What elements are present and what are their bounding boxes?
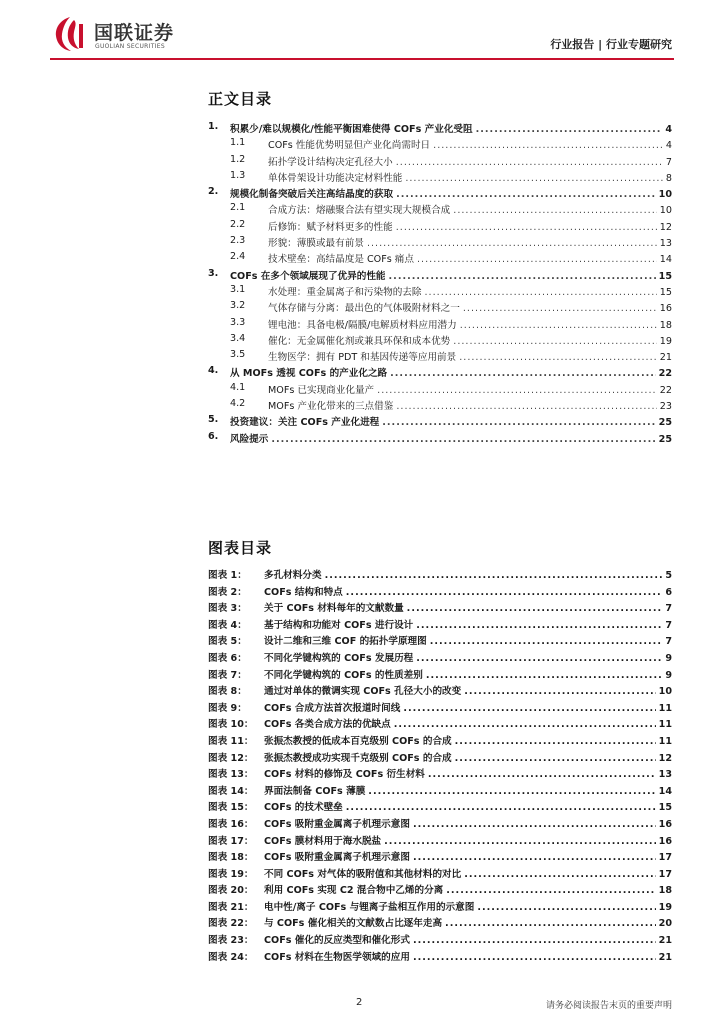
- entry-page-number[interactable]: 14: [658, 785, 672, 797]
- entry-number: 图表 5：: [208, 636, 247, 648]
- entry-number: 图表 18：: [208, 852, 254, 864]
- entry-page-number[interactable]: 12: [658, 752, 672, 764]
- dot-leader: [413, 852, 656, 863]
- dot-leader: [405, 173, 663, 184]
- dot-leader: [346, 587, 663, 598]
- dot-leader: [416, 620, 662, 631]
- dot-leader: [453, 205, 657, 216]
- entry-page-number[interactable]: 11: [658, 719, 672, 731]
- entry-title[interactable]: 不同化学键构筑的 COFs 的性质差别: [264, 669, 423, 681]
- entry-page-number[interactable]: 4: [665, 124, 672, 135]
- entry-page-number[interactable]: 18: [659, 319, 672, 331]
- page-header: [0, 0, 724, 64]
- entry-number: 1.: [208, 121, 219, 132]
- dot-leader: [403, 703, 655, 714]
- entry-title[interactable]: 后修饰：赋予材料更多的性能: [268, 221, 393, 233]
- entry-page-number[interactable]: 19: [658, 901, 672, 913]
- entry-title[interactable]: COFs 材料的修饰及 COFs 衍生材料: [264, 769, 425, 781]
- dot-leader: [382, 417, 655, 428]
- dot-leader: [417, 254, 657, 265]
- entry-title[interactable]: 技术壁垒：高结晶度是 COFs 痛点: [268, 254, 414, 266]
- company-logo: [50, 14, 190, 56]
- figure-toc-entry[interactable]: [208, 882, 672, 899]
- entry-page-number[interactable]: 9: [665, 652, 672, 664]
- entry-page-number[interactable]: 21: [659, 352, 672, 364]
- entry-number: 图表 11：: [208, 735, 254, 747]
- dot-leader: [396, 157, 663, 168]
- entry-number: 3.5: [230, 349, 246, 361]
- entry-page-number[interactable]: 7: [665, 603, 672, 615]
- dot-leader: [271, 434, 655, 445]
- entry-title[interactable]: 不同 COFs 对气体的吸附值和其他材料的对比: [264, 868, 462, 880]
- figure-toc-entry[interactable]: [208, 700, 672, 717]
- entry-page-number[interactable]: 15: [659, 286, 672, 298]
- entry-number: 5.: [208, 414, 219, 426]
- figure-toc-entry[interactable]: [208, 600, 672, 617]
- entry-number: 1.2: [230, 153, 246, 165]
- entry-page-number[interactable]: 16: [658, 818, 672, 830]
- dot-leader: [455, 736, 656, 747]
- toc-section-entry[interactable]: [208, 235, 672, 251]
- entry-page-number[interactable]: 19: [659, 335, 672, 347]
- figures-toc-title: 图表目录: [208, 539, 273, 557]
- dot-leader: [426, 670, 662, 681]
- entry-title[interactable]: COFs 的技术壁垒: [264, 802, 343, 814]
- entry-title[interactable]: MOFs 产业化带来的三点借鉴: [268, 401, 394, 413]
- entry-number: 图表 10：: [208, 719, 254, 731]
- figure-toc-entry[interactable]: [208, 766, 672, 783]
- dot-leader: [430, 636, 663, 647]
- entry-page-number[interactable]: 11: [658, 702, 672, 714]
- entry-number: 3.4: [230, 332, 246, 344]
- figure-toc-entry[interactable]: [208, 915, 672, 932]
- figure-toc-entry[interactable]: [208, 617, 672, 634]
- dot-leader: [433, 140, 663, 151]
- entry-number: 图表 12：: [208, 752, 254, 764]
- figure-toc-entry[interactable]: [208, 783, 672, 800]
- entry-number: 图表 7：: [208, 669, 247, 681]
- dot-leader: [455, 753, 656, 764]
- entry-number: 3.1: [230, 283, 246, 295]
- entry-number: 6.: [208, 430, 219, 442]
- toc-section-entry[interactable]: [208, 154, 672, 170]
- dot-leader: [463, 303, 657, 314]
- entry-number: 图表 1：: [208, 570, 247, 581]
- entry-number: 2.2: [230, 218, 246, 230]
- dot-leader: [394, 719, 656, 730]
- figure-toc-entry[interactable]: [208, 833, 672, 850]
- entry-title[interactable]: 积累少/难以规模化/性能平衡困难使得 COFs 产业化受阻: [230, 124, 473, 135]
- entry-number: 1.1: [230, 137, 246, 149]
- entry-title[interactable]: 生物医学：拥有 PDT 和基因传递等应用前景: [268, 352, 457, 364]
- logo-mark-icon: [50, 14, 90, 54]
- entry-title[interactable]: 投资建议：关注 COFs 产业化进程: [230, 417, 380, 429]
- toc-section-entry[interactable]: [208, 300, 672, 316]
- entry-number: 2.1: [230, 202, 246, 214]
- entry-page-number[interactable]: 8: [665, 172, 672, 184]
- entry-page-number[interactable]: 13: [659, 238, 672, 250]
- logo-chinese-name: 国联证券: [94, 22, 175, 44]
- figure-toc-entry[interactable]: [208, 750, 672, 767]
- toc-section-entry[interactable]: [208, 333, 672, 349]
- entry-page-number[interactable]: 5: [665, 570, 672, 581]
- entry-number: 图表 13：: [208, 769, 254, 781]
- dot-leader: [464, 869, 655, 880]
- entry-page-number[interactable]: 10: [659, 205, 672, 217]
- entry-page-number[interactable]: 17: [658, 868, 672, 880]
- entry-number: 3.3: [230, 316, 246, 328]
- entry-page-number[interactable]: 11: [658, 735, 672, 747]
- entry-page-number[interactable]: 21: [658, 951, 672, 963]
- toc-chapter-entry[interactable]: [208, 431, 672, 447]
- dot-leader: [446, 885, 655, 896]
- entry-number: 图表 23：: [208, 935, 254, 947]
- entry-number: 图表 14：: [208, 785, 254, 797]
- entry-page-number[interactable]: 16: [658, 835, 672, 847]
- entry-number: 2.: [208, 186, 219, 198]
- entry-title[interactable]: 基于结构和功能对 COFs 进行设计: [264, 619, 414, 631]
- entry-title[interactable]: COFs 各类合成方法的优缺点: [264, 719, 391, 731]
- entry-page-number[interactable]: 7: [665, 636, 672, 648]
- footer-disclaimer: 请务必阅读报告末页的重要声明: [545, 1001, 672, 1011]
- figure-toc-entry[interactable]: [208, 733, 672, 750]
- entry-title[interactable]: 水处理：重金属离子和污染物的去除: [268, 286, 422, 298]
- figure-toc-entry[interactable]: [208, 899, 672, 916]
- figure-toc-entry[interactable]: [208, 584, 672, 601]
- entry-page-number[interactable]: 10: [658, 686, 672, 698]
- entry-number: 图表 9：: [208, 702, 247, 714]
- entry-page-number[interactable]: 25: [658, 433, 672, 445]
- dot-leader: [368, 786, 655, 797]
- figure-toc-entry[interactable]: [208, 849, 672, 866]
- dot-leader: [453, 336, 657, 347]
- entry-number: 图表 15：: [208, 802, 254, 814]
- entry-title[interactable]: COFs 膜材料用于海水脱盐: [264, 835, 382, 847]
- dot-leader: [413, 952, 656, 963]
- dot-leader: [476, 124, 663, 135]
- dot-leader: [445, 918, 656, 929]
- entry-number: 图表 16：: [208, 818, 254, 830]
- toc-chapter-entry[interactable]: [208, 365, 672, 381]
- toc-chapter-entry[interactable]: [208, 186, 672, 202]
- entry-page-number[interactable]: 23: [659, 401, 672, 413]
- entry-title[interactable]: 关于 COFs 材料每年的文献数量: [264, 603, 404, 615]
- entry-title[interactable]: 锂电池：具备电极/隔膜/电解质材料应用潜力: [268, 319, 457, 331]
- dot-leader: [413, 819, 656, 830]
- dot-leader: [390, 368, 656, 379]
- figure-toc-entry[interactable]: [208, 667, 672, 684]
- entry-title[interactable]: 合成方法：熔融聚合法有望实现大规模合成: [268, 205, 451, 217]
- toc-section-entry[interactable]: [208, 170, 672, 186]
- toc-section-entry[interactable]: [208, 284, 672, 300]
- entry-number: 图表 3：: [208, 603, 247, 615]
- entry-number: 2.4: [230, 251, 246, 263]
- toc-section-entry[interactable]: [208, 202, 672, 218]
- logo-english-name: GUOLIAN SECURITIES: [95, 43, 165, 50]
- toc-section-entry[interactable]: [208, 349, 672, 365]
- entry-title[interactable]: COFs 合成方法首次报道时间线: [264, 702, 401, 714]
- entry-title[interactable]: COFs 材料在生物医学领域的应用: [264, 951, 410, 963]
- entry-number: 1.3: [230, 169, 246, 181]
- entry-number: 图表 22：: [208, 918, 254, 930]
- toc-chapter-entry[interactable]: [208, 414, 672, 430]
- entry-title[interactable]: 催化：无金属催化剂或兼具环保和成本优势: [268, 335, 451, 347]
- toc-section-entry[interactable]: [208, 398, 672, 414]
- entry-number: 图表 6：: [208, 652, 247, 664]
- toc-section-entry[interactable]: [208, 317, 672, 333]
- entry-page-number[interactable]: 14: [659, 254, 672, 266]
- entry-page-number[interactable]: 20: [658, 918, 672, 930]
- dot-leader: [464, 686, 655, 697]
- entry-page-number[interactable]: 15: [658, 802, 672, 814]
- entry-title[interactable]: 从 MOFs 透视 COFs 的产业化之路: [230, 368, 388, 380]
- entry-title[interactable]: 与 COFs 催化相关的文献数占比逐年走高: [264, 918, 443, 930]
- figure-toc-entry[interactable]: [208, 567, 672, 584]
- figure-toc-entry[interactable]: [208, 683, 672, 700]
- entry-number: 2.3: [230, 235, 246, 247]
- entry-number: 4.: [208, 365, 219, 377]
- entry-title[interactable]: COFs 吸附重金属离子机理示意图: [264, 852, 410, 864]
- dot-leader: [325, 570, 663, 581]
- figure-toc-entry[interactable]: [208, 650, 672, 667]
- dot-leader: [377, 385, 657, 396]
- toc-chapter-entry[interactable]: [208, 268, 672, 284]
- entry-page-number[interactable]: 6: [665, 586, 672, 598]
- entry-title[interactable]: 多孔材料分类: [264, 570, 322, 581]
- dot-leader: [459, 352, 657, 363]
- entry-title[interactable]: COFs 性能优势明显但产业化尚需时日: [268, 140, 431, 152]
- dot-leader: [413, 935, 656, 946]
- figure-toc-entry[interactable]: [208, 932, 672, 949]
- dot-leader: [416, 653, 662, 664]
- entry-number: 图表 19：: [208, 868, 254, 880]
- dot-leader: [428, 769, 656, 780]
- entry-number: 图表 4：: [208, 619, 247, 631]
- toc-title: 正文目录: [208, 90, 273, 108]
- entry-number: 4.1: [230, 381, 246, 393]
- entry-page-number[interactable]: 18: [658, 885, 672, 897]
- entry-title[interactable]: COFs 结构和特点: [264, 586, 343, 598]
- entry-title[interactable]: 形貌：薄膜或最有前景: [268, 238, 364, 250]
- entry-title[interactable]: 界面法制备 COFs 薄膜: [264, 785, 366, 797]
- entry-page-number[interactable]: 22: [659, 384, 672, 396]
- entry-title[interactable]: 不同化学键构筑的 COFs 发展历程: [264, 652, 414, 664]
- entry-number: 图表 20：: [208, 885, 254, 897]
- entry-page-number[interactable]: 9: [665, 669, 672, 681]
- dot-leader: [389, 271, 656, 282]
- figure-toc-entry[interactable]: [208, 816, 672, 833]
- toc-list: [208, 121, 672, 447]
- entry-page-number[interactable]: 22: [658, 368, 672, 380]
- figure-toc-entry[interactable]: [208, 799, 672, 816]
- entry-page-number[interactable]: 4: [665, 140, 672, 152]
- entry-title[interactable]: 拓扑学设计结构决定孔径大小: [268, 156, 393, 168]
- dot-leader: [460, 320, 657, 331]
- toc-section-entry[interactable]: [208, 137, 672, 153]
- entry-page-number[interactable]: 13: [658, 769, 672, 781]
- dot-leader: [477, 902, 655, 913]
- dot-leader: [396, 401, 656, 412]
- entry-page-number[interactable]: 17: [658, 852, 672, 864]
- figure-toc-entry[interactable]: [208, 633, 672, 650]
- entry-title[interactable]: MOFs 已实现商业化量产: [268, 384, 375, 396]
- entry-number: 图表 17：: [208, 835, 254, 847]
- entry-title[interactable]: 规模化制备突破后关注高结晶度的获取: [230, 189, 394, 201]
- entry-page-number[interactable]: 21: [658, 935, 672, 947]
- entry-page-number[interactable]: 7: [665, 619, 672, 631]
- dot-leader: [367, 238, 657, 249]
- figure-toc-entry[interactable]: [208, 949, 672, 966]
- entry-page-number[interactable]: 7: [665, 156, 672, 168]
- dot-leader: [396, 189, 656, 200]
- entry-title[interactable]: COFs 在多个领域展现了优异的性能: [230, 270, 386, 282]
- entry-title[interactable]: 单体骨架设计功能决定材料性能: [268, 172, 403, 184]
- dot-leader: [407, 603, 663, 614]
- entry-title[interactable]: 风险提示: [230, 433, 269, 445]
- entry-title[interactable]: 张振杰教授的低成本百克级别 COFs 的合成: [264, 735, 452, 747]
- entry-title[interactable]: 张振杰教授成功实现千克级别 COFs 的合成: [264, 752, 452, 764]
- entry-title[interactable]: 利用 COFs 实现 C2 混合物中乙烯的分离: [264, 885, 444, 897]
- header-divider: [50, 58, 674, 60]
- entry-number: 图表 8：: [208, 686, 247, 698]
- entry-title[interactable]: 电中性/离子 COFs 与锂离子盐相互作用的示意图: [264, 901, 475, 913]
- figure-toc-entry[interactable]: [208, 866, 672, 883]
- toc-section-entry[interactable]: [208, 219, 672, 235]
- entry-title[interactable]: 气体存储与分离：最出色的气体吸附材料之一: [268, 303, 460, 315]
- page-number: 2: [356, 997, 363, 1008]
- dot-leader: [384, 836, 655, 847]
- entry-title[interactable]: 通过对单体的微调实现 COFs 孔径大小的改变: [264, 686, 462, 698]
- dot-leader: [346, 802, 656, 813]
- toc-chapter-entry[interactable]: [208, 121, 672, 137]
- entry-number: 4.2: [230, 398, 246, 410]
- entry-page-number[interactable]: 25: [658, 417, 672, 429]
- report-type: 行业报告 | 行业专题研究: [550, 38, 672, 51]
- dot-leader: [425, 287, 657, 298]
- figures-toc-list: [208, 567, 672, 965]
- toc-section-entry[interactable]: [208, 251, 672, 267]
- entry-page-number[interactable]: 16: [659, 303, 672, 315]
- figure-toc-entry[interactable]: [208, 716, 672, 733]
- entry-title[interactable]: COFs 催化的反应类型和催化形式: [264, 935, 410, 947]
- entry-title[interactable]: COFs 吸附重金属离子机理示意图: [264, 818, 410, 830]
- entry-title[interactable]: 设计二维和三维 COF 的拓扑学原理图: [264, 636, 427, 648]
- entry-number: 图表 2：: [208, 586, 247, 598]
- entry-page-number[interactable]: 12: [659, 221, 672, 233]
- toc-section-entry[interactable]: [208, 382, 672, 398]
- entry-number: 图表 21：: [208, 901, 254, 913]
- entry-page-number[interactable]: 15: [658, 270, 672, 282]
- entry-number: 3.: [208, 267, 219, 279]
- entry-number: 图表 24：: [208, 951, 254, 963]
- entry-page-number[interactable]: 10: [658, 189, 672, 201]
- dot-leader: [396, 222, 657, 233]
- entry-number: 3.2: [230, 300, 246, 312]
